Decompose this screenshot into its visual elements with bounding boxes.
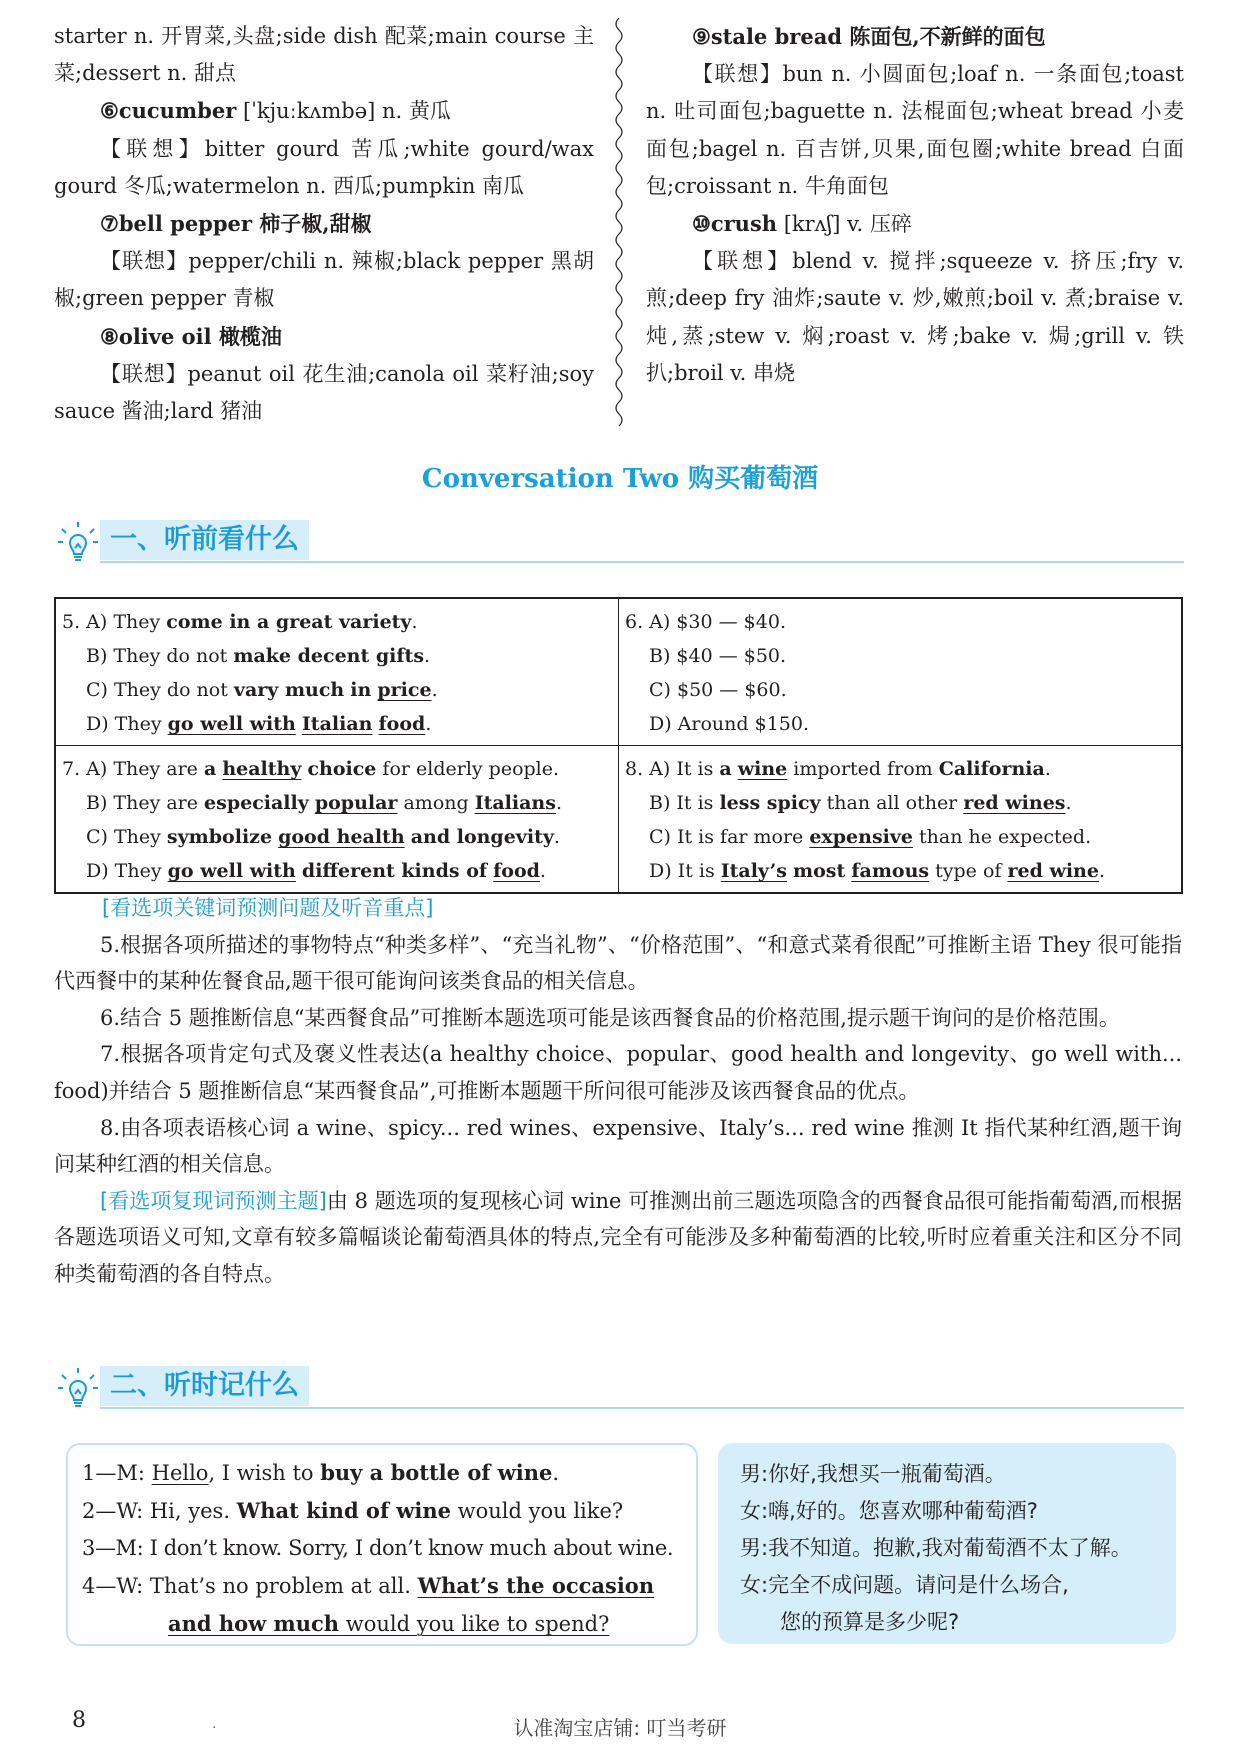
options-table bbox=[54, 597, 1183, 894]
vocab-starter-line: starter n. 开胃菜,头盘;side dish 配菜;main course 主菜;dessert n. 甜点 bbox=[54, 24, 594, 86]
dialogue-line-4-cont: and how much would you like to spend? bbox=[168, 1611, 610, 1636]
vocab-assoc-oil: 【联想】peanut oil 花生油;canola oil 菜籽油;soy sauce 酱油;lard 猪油 bbox=[54, 361, 594, 424]
option-7a: 7. A) They are a healthy choice for elderly people. bbox=[62, 758, 560, 780]
vocab-entry-crush bbox=[646, 205, 1184, 243]
tip-heading-keywords: [看选项关键词预测问题及听音重点] bbox=[102, 896, 434, 920]
wavy-column-divider bbox=[612, 18, 626, 428]
question-6-options bbox=[619, 598, 1183, 746]
translation-line-1: 男:你好,我想买一瓶葡萄酒。 bbox=[740, 1462, 1006, 1486]
tip-question-5: 5.根据各项所描述的事物特点“种类多样”、“充当礼物”、“价格范围”、“和意式菜肴很配”可推断主语 They 很可能指代西餐中的某种佐餐食品,题干很可能询问该类食品的相关信息。 bbox=[54, 932, 1182, 994]
footer-watermark: 认准淘宝店铺: 叮当考研 bbox=[513, 1716, 727, 1740]
dialogue-line-2: 2—W: Hi, yes. What kind of wine would you like? bbox=[82, 1498, 624, 1523]
option-7b: B) They are especially popular among Italians. bbox=[86, 792, 562, 814]
lightbulb-icon bbox=[56, 1366, 100, 1410]
dialogue-line-3: 3—M: I don’t know. Sorry, I don’t know much about wine. bbox=[82, 1536, 674, 1560]
conversation-title: Conversation Two 购买葡萄酒 bbox=[421, 464, 819, 494]
vocab-entry-bell-pepper bbox=[54, 205, 594, 243]
section-rule bbox=[100, 561, 1184, 563]
dialogue-transcript bbox=[82, 1454, 682, 1643]
option-6d: D) Around $150. bbox=[649, 713, 809, 735]
option-7d: D) They go well with different kinds of food. bbox=[86, 860, 546, 882]
option-8c: C) It is far more expensive than he expected. bbox=[649, 826, 1092, 848]
vocab-rest: [krʌʃ] v. 压碎 bbox=[777, 212, 912, 237]
footer-dot: . bbox=[212, 1716, 217, 1732]
vocab-rest: [ˈkjuːkʌmbə] n. 黄瓜 bbox=[236, 99, 451, 124]
tip-topic-text: 由 8 题选项的复现核心词 wine 可推测出前三题选项隐含的西餐食品很可能指葡萄酒,而根据各题选项语义可知,文章有较多篇幅谈论葡萄酒具体的特点,完全有可能涉及多种葡萄酒的比较,听时应着重关注和区分不同种类葡萄酒的各自特点。 bbox=[54, 1188, 1182, 1286]
vocab-assoc-pepper: 【联想】pepper/chili n. 辣椒;black pepper 黑胡椒;green pepper 青椒 bbox=[54, 249, 594, 311]
translation-line-3: 男:我不知道。抱歉,我对葡萄酒不太了解。 bbox=[740, 1536, 1132, 1560]
vocab-assoc-bread: 【联想】bun n. 小圆面包;loaf n. 一条面包;toast n. 吐司面包;baguette n. 法棍面包;wheat bread 小麦面包;bagel n. 百吉饼,贝果,面包圈;white bread 白面包;croissant n. 牛角面包 bbox=[646, 62, 1184, 198]
vocab-entry-cucumber bbox=[54, 92, 594, 130]
option-8d: D) It is Italy’s most famous type of red wine. bbox=[649, 860, 1106, 882]
option-5a: 5. A) They come in a great variety. bbox=[62, 611, 418, 633]
section-label: 二、听时记什么 bbox=[100, 1366, 309, 1406]
vocab-left-column bbox=[54, 18, 594, 430]
lightbulb-icon bbox=[56, 520, 100, 564]
vocab-entry-stale-bread bbox=[646, 18, 1184, 56]
tip-question-7: 7.根据各项肯定句式及褒义性表达(a healthy choice、popular、good health and longevity、go well with... food)并结合 5 题推断信息“某西餐食品”,可推断本题题干所问很可能涉及该西餐食品的优点。 bbox=[54, 1042, 1182, 1103]
tip-topic-prediction bbox=[54, 1183, 1182, 1293]
vocab-assoc-cooking: 【联想】blend v. 搅拌;squeeze v. 挤压;fry v. 煎;deep fry 油炸;saute v. 炒,嫩煎;boil v. 煮;braise v. 炖,蒸;stew v. 焖;roast v. 烤;bake v. 焗;grill v. 铁扒;broil v. 串烧 bbox=[646, 249, 1184, 385]
analysis-tips bbox=[54, 890, 1182, 1293]
option-6a: 6. A) $30 — $40. bbox=[625, 611, 786, 633]
option-5c: C) They do not vary much in price. bbox=[86, 679, 438, 701]
vocab-assoc-cucumber: 【联想】bitter gourd 苦瓜;white gourd/wax gourd 冬瓜;watermelon n. 西瓜;pumpkin 南瓜 bbox=[54, 136, 594, 198]
translation-line-4: 女:完全不成问题。请问是什么场合, bbox=[740, 1573, 1069, 1597]
vocab-head: ⑧olive oil 橄榄油 bbox=[100, 323, 282, 349]
vocab-head: ⑩crush bbox=[692, 211, 778, 237]
page-number: 8 bbox=[72, 1708, 86, 1733]
vocab-head: ⑥cucumber bbox=[100, 98, 237, 124]
section-header-before-listening bbox=[54, 516, 1184, 564]
translation-line-2: 女:嗨,好的。您喜欢哪种葡萄酒? bbox=[740, 1499, 1038, 1523]
vocab-right-column bbox=[646, 18, 1184, 392]
option-5b: B) They do not make decent gifts. bbox=[86, 645, 431, 667]
option-6c: C) $50 — $60. bbox=[649, 679, 787, 701]
question-7-options bbox=[55, 746, 619, 894]
vocab-head: ⑨stale bread 陈面包,不新鲜的面包 bbox=[692, 24, 1046, 49]
translation-text bbox=[740, 1456, 1132, 1641]
question-5-options bbox=[55, 598, 619, 746]
section-label: 一、听前看什么 bbox=[100, 520, 309, 560]
option-8b: B) It is less spicy than all other red wines. bbox=[649, 792, 1072, 814]
option-7c: C) They symbolize good health and longevity. bbox=[86, 826, 560, 848]
tip-question-6: 6.结合 5 题推断信息“某西餐食品”可推断本题选项可能是该西餐食品的价格范围,提示题干询问的是价格范围。 bbox=[100, 1005, 1120, 1030]
tip-question-8: 8.由各项表语核心词 a wine、spicy... red wines、expensive、Italy’s... red wine 推测 It 指代某种红酒,题干询问某种红酒的相关信息。 bbox=[54, 1115, 1182, 1177]
vocab-entry-olive-oil bbox=[54, 318, 594, 356]
vocab-head: ⑦bell pepper 柿子椒,甜椒 bbox=[100, 211, 372, 237]
option-6b: B) $40 — $50. bbox=[649, 645, 787, 667]
tip-heading-topic: [看选项复现词预测主题] bbox=[100, 1188, 327, 1213]
option-8a: 8. A) It is a wine imported from California. bbox=[625, 758, 1051, 780]
section-header-while-listening bbox=[54, 1362, 1184, 1410]
question-8-options bbox=[619, 746, 1183, 894]
translation-line-5: 您的预算是多少呢? bbox=[780, 1610, 960, 1634]
dialogue-line-4: 4—W: That’s no problem at all. What’s the occasion bbox=[82, 1573, 655, 1598]
section-rule bbox=[100, 1407, 1184, 1409]
option-5d: D) They go well with Italian food. bbox=[86, 713, 432, 735]
dialogue-line-1: 1—M: Hello, I wish to buy a bottle of wine. bbox=[82, 1460, 560, 1485]
